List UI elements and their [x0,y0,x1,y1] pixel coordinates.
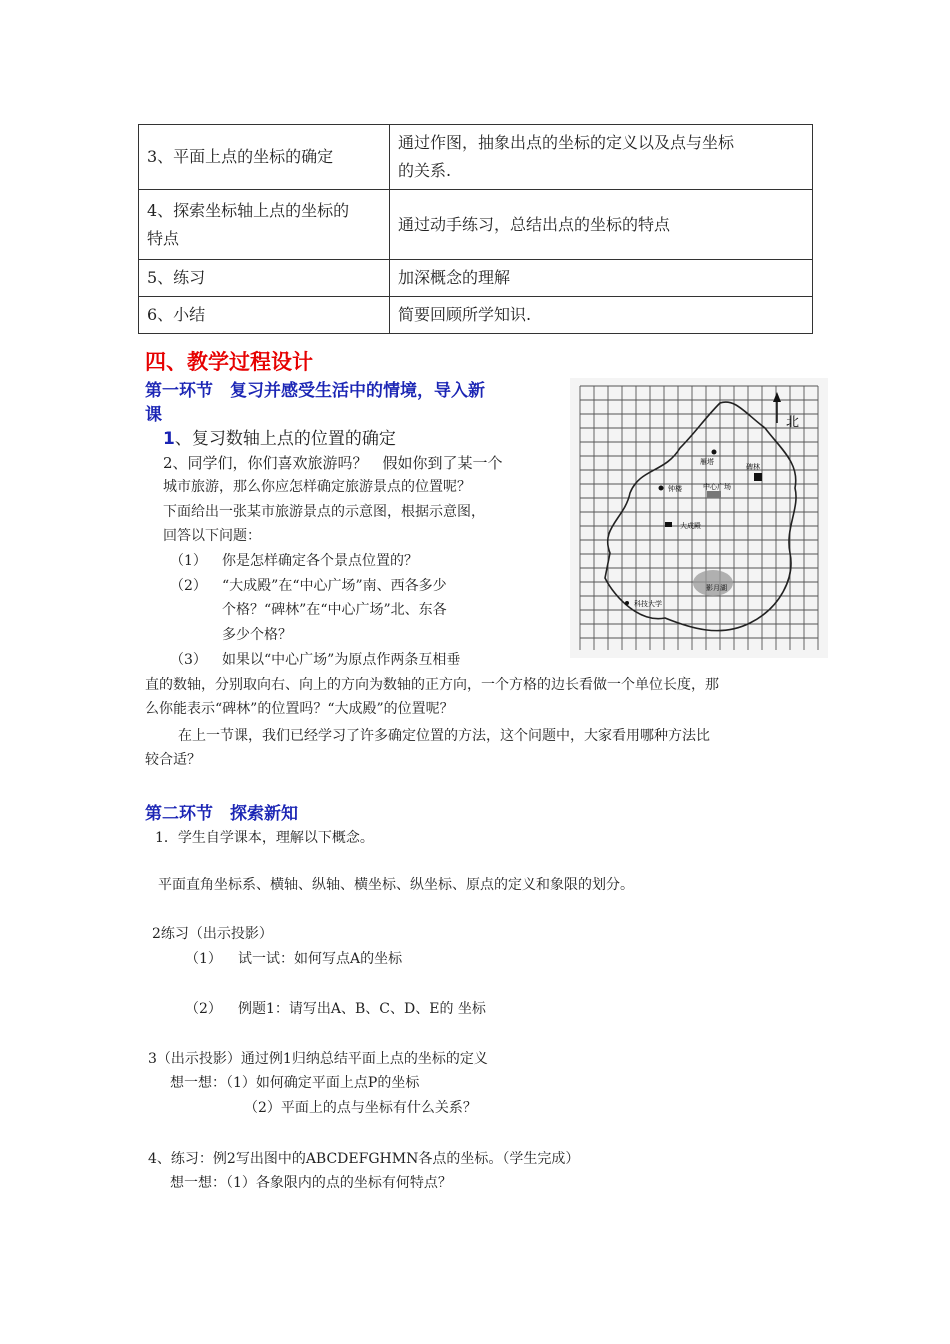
step-cell: 5、练习 [139,260,390,297]
step-cell: 6、小结 [139,297,390,334]
city-map-figure [570,378,828,658]
map-label: 中心广场 [703,483,731,491]
table-row [139,297,813,334]
goal-cell: 简要回顾所学知识. [390,297,813,334]
q1-text: 你是怎样确定各个景点位置的？ [222,553,418,569]
marker-dot [659,486,664,491]
item1-text: 、复习数轴上点的位置的确定 [174,429,396,449]
step-cell: 3、平面上点的坐标的确定 [139,125,390,190]
paragraph-line: 在上一节课，我们已经学习了许多确定位置的方法，这个问题中，大家看用哪种方法比 [178,728,710,744]
paragraph: 想一想：（1）如何确定平面上点P的坐标 [170,1075,420,1091]
q3-line: 如果以“中心广场”为原点作两条互相垂 [222,652,461,668]
step-line: 4、探索坐标轴上点的坐标的 [147,200,350,220]
goal-cell: 加深概念的理解 [390,260,813,297]
item2-line: 下面给出一张某市旅游景点的示意图，根据示意图， [163,504,485,520]
marker-square [754,473,762,481]
q3-number: （3） [170,652,207,668]
map-label: 大成殿 [680,522,701,530]
goal-line: 通过作图，抽象出点的坐标的定义以及点与坐标 [398,133,735,152]
link1-title-line1: 第一环节 复习并感受生活中的情境，导入新 [145,381,485,401]
exercise-number: （2） [185,1001,222,1017]
section-heading: 四、教学过程设计 [145,350,313,374]
table-row [139,125,813,190]
q2-line: 个格？“碑林”在“中心广场”北、东各 [222,602,447,618]
item2-line: 2、同学们，你们喜欢旅游吗？ 假如你到了某一个 [163,454,503,472]
paragraph: 4、练习：例2写出图中的ABCDEFGHMN各点的坐标。（学生完成） [148,1151,580,1167]
paragraph: 1．学生自学课本，理解以下概念。 [155,830,374,846]
q2-line: “大成殿”在“中心广场”南、西各多少 [222,578,447,594]
map-label: 雁塔 [700,458,714,466]
exercise-text: 例题1：请写出A、B、C、D、E的 坐标 [238,1001,486,1017]
map-label: 碑林 [746,463,760,471]
exercise-number: （1） [185,951,222,967]
q2-line: 多少个格？ [222,627,292,643]
marker-dot [712,450,717,455]
map-label: 钟楼 [668,485,682,493]
map-label: 科技大学 [634,600,662,608]
link2-title: 第二环节 探索新知 [145,804,298,824]
goal-cell: 通过动手练习，总结出点的坐标的特点 [390,190,813,260]
step-line: 特点 [147,228,180,248]
marker-rect [707,491,721,498]
q3-line: 直的数轴，分别取向右、向上的方向为数轴的正方向，一个方格的边长看做一个单位长度，那 [145,677,719,693]
item2-line: 城市旅游，那么你应怎样确定旅游景点的位置呢？ [163,479,471,495]
item1-number: 1 [163,429,175,449]
map-label: 影月湖 [706,584,727,592]
paragraph: 平面直角坐标系、横轴、纵轴、横坐标、纵坐标、原点的定义和象限的划分。 [158,877,634,893]
paragraph: 2练习（出示投影） [152,926,273,942]
item2-line: 回答以下问题： [163,528,261,544]
step-cell [139,190,390,260]
item1 [163,424,396,449]
q3-line: 么你能表示“碑林”的位置吗？“大成殿”的位置呢？ [145,701,454,717]
table-row [139,260,813,297]
lake-shape [693,570,733,596]
q1-number: （1） [170,553,207,569]
marker-square [665,522,672,527]
goal-cell [390,125,813,190]
paragraph: （2）平面上的点与坐标有什么关系？ [244,1100,477,1116]
table-row [139,190,813,260]
lesson-plan-table [138,124,813,334]
link1-title-line2: 课 [145,405,162,425]
goal-line: 的关系. [398,161,452,180]
paragraph: 3（出示投影）通过例1归纳总结平面上点的坐标的定义 [148,1051,488,1067]
marker-dot [625,601,629,605]
exercise-text: 试一试：如何写点A的坐标 [238,951,403,967]
q2-number: （2） [170,578,207,594]
paragraph: 想一想：（1）各象限内的点的坐标有何特点？ [170,1175,452,1191]
paragraph-line: 较合适？ [145,752,201,768]
north-label: 北 [786,415,800,430]
